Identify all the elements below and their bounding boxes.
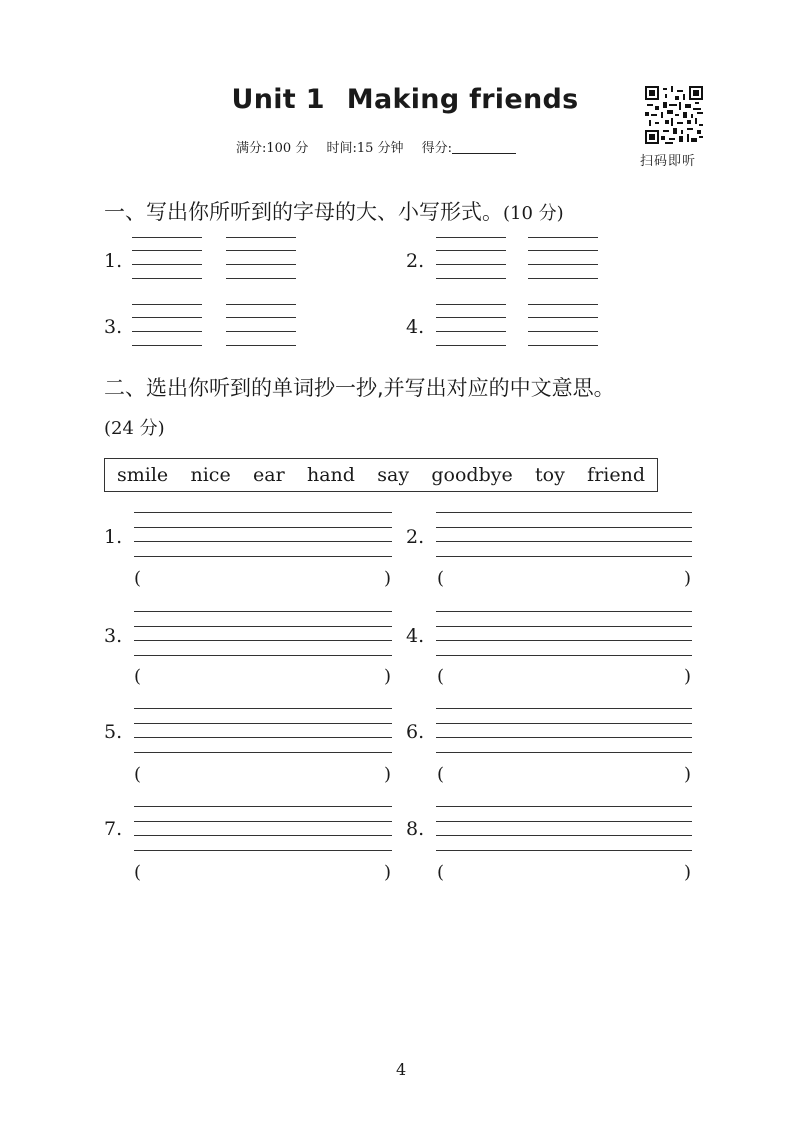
s2-writing-line[interactable]	[436, 655, 692, 656]
s1-writing-line[interactable]	[528, 278, 598, 279]
s1-writing-line[interactable]	[132, 278, 202, 279]
s2-writing-line[interactable]	[436, 821, 692, 822]
word-bank-item: hand	[306, 464, 355, 486]
s2-writing-line[interactable]	[436, 708, 692, 709]
s2-writing-line[interactable]	[436, 723, 692, 724]
s2-writing-line[interactable]	[134, 556, 392, 557]
s2-item-number: 7.	[104, 818, 123, 840]
s1-writing-line[interactable]	[132, 237, 202, 238]
s2-writing-line[interactable]	[134, 611, 392, 612]
qr-code-icon[interactable]	[645, 86, 703, 144]
word-bank	[104, 458, 658, 492]
s2-writing-line[interactable]	[134, 850, 392, 851]
s2-paren-open: (	[134, 764, 142, 785]
s2-writing-line[interactable]	[134, 512, 392, 513]
s2-paren-close: )	[384, 862, 392, 883]
s2-writing-line[interactable]	[134, 541, 392, 542]
s2-item-number: 8.	[406, 818, 425, 840]
s2-paren-close: )	[384, 568, 392, 589]
s2-writing-line[interactable]	[436, 611, 692, 612]
s1-writing-line[interactable]	[226, 278, 296, 279]
s2-paren-open: (	[437, 568, 445, 589]
s1-writing-line[interactable]	[436, 317, 506, 318]
s2-paren-close: )	[684, 764, 692, 785]
section-1-heading: 一、写出你所听到的字母的大、小写形式。	[104, 200, 503, 224]
s1-writing-line[interactable]	[132, 304, 202, 305]
time-limit: 时间:15 分钟	[326, 141, 404, 156]
s2-writing-line[interactable]	[436, 835, 692, 836]
s2-writing-line[interactable]	[436, 806, 692, 807]
s2-paren-close: )	[684, 666, 692, 687]
s1-writing-line[interactable]	[132, 264, 202, 265]
s2-writing-line[interactable]	[436, 737, 692, 738]
s2-item-number: 3.	[104, 625, 123, 647]
page-number: 4	[396, 1060, 407, 1079]
s1-writing-line[interactable]	[528, 304, 598, 305]
s1-writing-line[interactable]	[226, 317, 296, 318]
s2-writing-line[interactable]	[134, 821, 392, 822]
s2-writing-line[interactable]	[436, 556, 692, 557]
unit-label: Unit 1	[231, 84, 325, 115]
qr-caption: 扫码即听	[640, 154, 697, 169]
s1-writing-line[interactable]	[528, 250, 598, 251]
s2-writing-line[interactable]	[134, 640, 392, 641]
s2-writing-line[interactable]	[134, 626, 392, 627]
s1-writing-line[interactable]	[132, 250, 202, 251]
s1-writing-line[interactable]	[528, 237, 598, 238]
s1-writing-line[interactable]	[226, 304, 296, 305]
s1-writing-line[interactable]	[132, 331, 202, 332]
s1-writing-line[interactable]	[436, 250, 506, 251]
s2-paren-open: (	[437, 666, 445, 687]
s1-writing-line[interactable]	[132, 317, 202, 318]
s1-writing-line[interactable]	[226, 264, 296, 265]
word-bank-item: goodbye	[431, 464, 513, 486]
score-info	[236, 137, 516, 156]
s2-writing-line[interactable]	[134, 655, 392, 656]
s2-writing-line[interactable]	[436, 541, 692, 542]
s1-writing-line[interactable]	[528, 345, 598, 346]
word-bank-item: toy	[535, 464, 565, 486]
word-bank-item: friend	[587, 464, 645, 486]
s1-item-number: 3.	[104, 316, 123, 338]
s1-writing-line[interactable]	[436, 237, 506, 238]
word-bank-item: nice	[190, 464, 231, 486]
score-label: 得分:	[421, 141, 453, 156]
s2-paren-close: )	[384, 764, 392, 785]
s1-writing-line[interactable]	[226, 237, 296, 238]
s1-item-number: 1.	[104, 250, 123, 272]
s2-writing-line[interactable]	[134, 723, 392, 724]
s1-writing-line[interactable]	[226, 331, 296, 332]
unit-title: Making friends	[346, 84, 579, 115]
s1-writing-line[interactable]	[436, 345, 506, 346]
s1-writing-line[interactable]	[436, 304, 506, 305]
s2-paren-close: )	[384, 666, 392, 687]
s2-writing-line[interactable]	[436, 752, 692, 753]
s2-writing-line[interactable]	[134, 752, 392, 753]
s2-writing-line[interactable]	[134, 835, 392, 836]
s2-item-number: 4.	[406, 625, 425, 647]
s2-writing-line[interactable]	[436, 850, 692, 851]
section-2-title: 二、选出你听到的单词抄一抄,并写出对应的中文意思。	[104, 376, 615, 400]
s2-writing-line[interactable]	[436, 640, 692, 641]
s2-paren-open: (	[437, 764, 445, 785]
word-bank-item: smile	[117, 464, 169, 486]
s1-writing-line[interactable]	[226, 250, 296, 251]
s2-item-number: 2.	[406, 526, 425, 548]
s1-writing-line[interactable]	[226, 345, 296, 346]
s1-writing-line[interactable]	[132, 345, 202, 346]
s1-writing-line[interactable]	[436, 278, 506, 279]
s2-writing-line[interactable]	[436, 527, 692, 528]
s1-writing-line[interactable]	[528, 331, 598, 332]
s1-writing-line[interactable]	[436, 264, 506, 265]
s2-item-number: 1.	[104, 526, 123, 548]
word-bank-item: say	[377, 464, 410, 486]
s2-item-number: 5.	[104, 721, 123, 743]
s2-writing-line[interactable]	[134, 737, 392, 738]
word-bank-item: ear	[253, 464, 285, 486]
s2-writing-line[interactable]	[436, 512, 692, 513]
s2-writing-line[interactable]	[436, 626, 692, 627]
full-score: 满分:100 分	[236, 141, 309, 156]
section-1-title	[104, 196, 564, 226]
s2-paren-open: (	[437, 862, 445, 883]
s1-writing-line[interactable]	[528, 264, 598, 265]
s2-paren-open: (	[134, 666, 142, 687]
s2-paren-open: (	[134, 862, 142, 883]
s2-paren-open: (	[134, 568, 142, 589]
section-2-score: (24 分)	[104, 418, 165, 439]
section-1-score: (10 分)	[503, 203, 564, 224]
s1-writing-line[interactable]	[528, 317, 598, 318]
s2-writing-line[interactable]	[134, 527, 392, 528]
s2-paren-close: )	[684, 862, 692, 883]
score-blank[interactable]	[452, 141, 516, 154]
s1-item-number: 4.	[406, 316, 425, 338]
s2-paren-close: )	[684, 568, 692, 589]
s2-writing-line[interactable]	[134, 708, 392, 709]
s1-item-number: 2.	[406, 250, 425, 272]
s2-writing-line[interactable]	[134, 806, 392, 807]
s1-writing-line[interactable]	[436, 331, 506, 332]
s2-item-number: 6.	[406, 721, 425, 743]
